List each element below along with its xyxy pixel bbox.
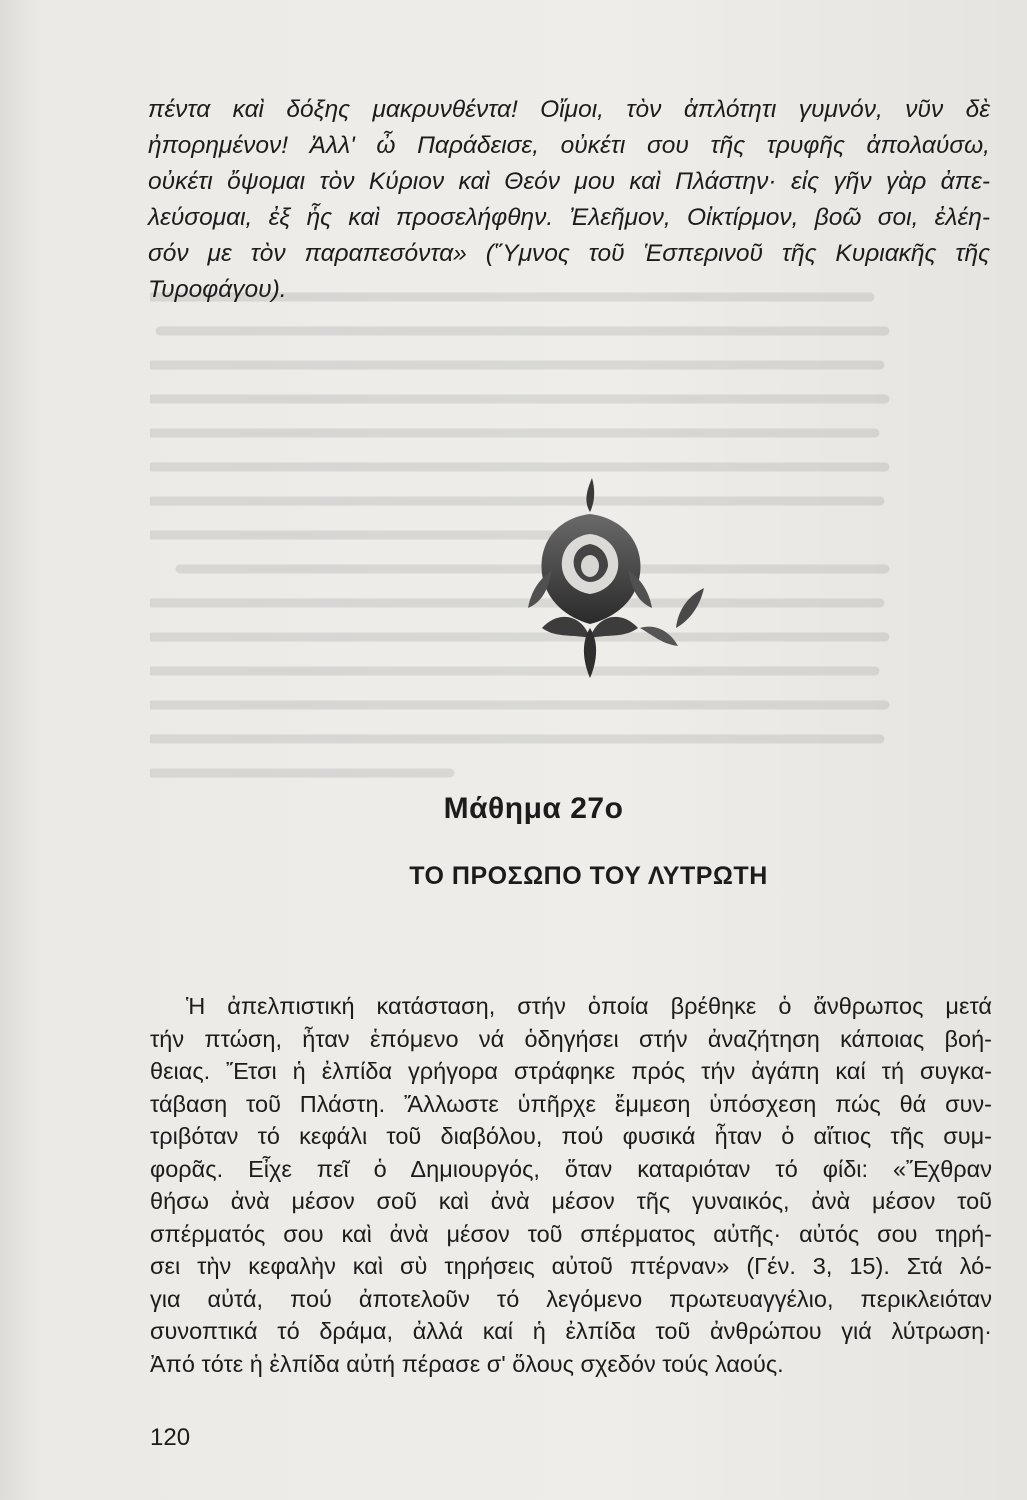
body-line: Ἡ ἀπελπιστική κατάσταση, στήν ὁποία βρέθηκε ὁ ἄνθρωπος μετά <box>186 993 992 1019</box>
quote-line: πέντα καὶ δόξης μακρυνθέντα! Οἴμοι, τὸν ἁπλότητι γυμνόν, νῦν δὲ <box>148 96 990 123</box>
body-line: τήν πτώση, ἦταν ἑπόμενο νά ὁδηγήσει στήν ἀναζήτηση κάποιας βοή- <box>150 1025 992 1052</box>
body-line: θήσω ἀνὰ μέσον σοῦ καὶ ἀνὰ μέσον τῆς γυναικός, ἀνὰ μέσον τοῦ <box>150 1188 992 1214</box>
quote-line: Τυροφάγου). <box>148 276 287 303</box>
body-line: τάβαση τοῦ Πλάστη. Ἄλλωστε ὑπῆρχε ἔμμεση ὑπόσχεση πώς θά συν- <box>150 1090 992 1117</box>
quote-line: λεύσομαι, ἐξ ἧς καὶ προσελήφθην. Ἐλεῆμον, Οἰκτίρμον, βοῶ σοι, ἐλέη- <box>148 204 990 231</box>
body-line: σπέρματός σου καὶ ἀνὰ μέσον τοῦ σπέρματος αὐτῆς· αὐτός σου τηρή- <box>150 1220 992 1247</box>
body-line: Ἀπό τότε ἡ ἐλπίδα αὐτή πέρασε σ' ὅλους σχεδόν τούς λαούς. <box>150 1350 784 1377</box>
body-line: για αὐτά, πού ἀποτελοῦν τό λεγόμενο πρωτευαγγέλιο, περικλειόταν <box>150 1285 992 1312</box>
body-line: θειας. Ἔτσι ἡ ἐλπίδα γρήγορα στράφηκε πρός τήν ἀγάπη καί τή συγκα- <box>150 1058 992 1084</box>
quote-line: σόν με τὸν παραπεσόντα» (Ὕμνος τοῦ Ἑσπερινοῦ τῆς Κυριακῆς τῆς <box>148 240 990 267</box>
page-number: 120 <box>150 1424 191 1451</box>
bleed-through-lines <box>150 285 890 805</box>
body-paragraph <box>150 990 992 1380</box>
body-line: σει τὴν κεφαλὴν καὶ σὺ τηρήσεις αὐτοῦ πτέρναν» (Γέν. 3, 15). Στά λό- <box>150 1253 992 1279</box>
bleed-through-texture <box>150 285 890 805</box>
quote-line: οὐκέτι ὄψομαι τὸν Κύριον καὶ Θεόν μου καὶ Πλάστην· εἰς γῆν γὰρ ἀπε- <box>148 168 990 195</box>
flame-lotus-ornament-icon <box>528 478 704 684</box>
hymn-quote <box>148 92 990 308</box>
lesson-subtitle: ΤΟ ΠΡΟΣΩΠΟ ΤΟΥ ΛΥΤΡΩΤΗ <box>409 862 768 890</box>
body-line: φορᾶς. Εἶχε πεῖ ὁ Δημιουργός, ὅταν καταριόταν τό φίδι: «Ἔχθραν <box>150 1155 992 1182</box>
body-line: συνοπτικά τό δράμα, ἀλλά καί ἡ ἐλπίδα τοῦ ἀνθρώπου γιά λύτρωση· <box>150 1318 992 1344</box>
lesson-title: Μάθημα 27ο <box>443 792 624 825</box>
body-line: τριβόταν τό κεφάλι τοῦ διαβόλου, πού φυσικά ἦταν ὁ αἴτιος τῆς συμ- <box>150 1123 992 1149</box>
quote-line: ἠπορημένον! Ἀλλ' ὦ Παράδεισε, οὐκέτι σου τῆς τρυφῆς ἀπολαύσω, <box>148 132 990 159</box>
